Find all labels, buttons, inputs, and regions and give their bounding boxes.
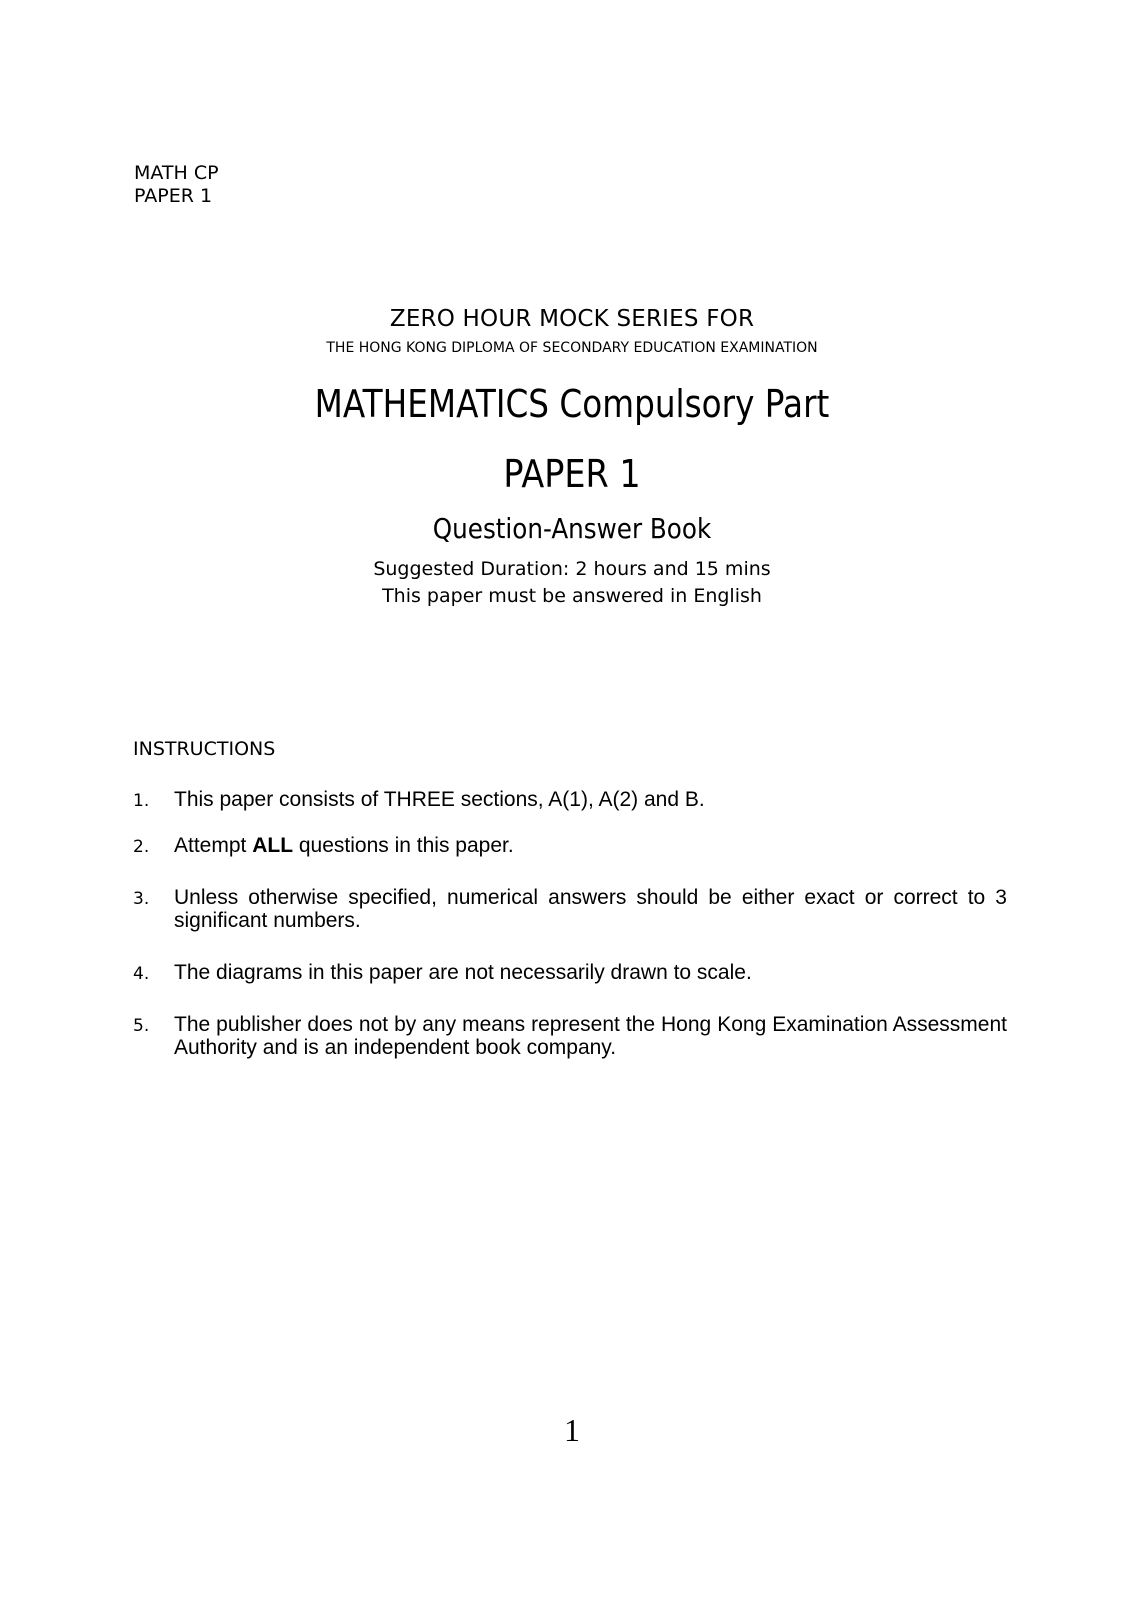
- instruction-number: 4.: [133, 964, 150, 984]
- page-number: 1: [564, 1412, 580, 1448]
- instruction-text: The publisher does not by any means represent the Hong Kong Examination Assessment Authority and is an independent book company.: [174, 1013, 1007, 1059]
- instruction-number: 2.: [133, 837, 150, 857]
- instruction-text: [174, 834, 1007, 857]
- instruction-text-after: questions in this paper.: [293, 834, 514, 857]
- instruction-number: 5.: [133, 1016, 150, 1036]
- book-type: Question-Answer Book: [432, 512, 712, 545]
- instruction-emphasis: ALL: [252, 834, 294, 857]
- instructions-heading: INSTRUCTIONS: [133, 738, 276, 760]
- paper-code: PAPER 1: [134, 185, 213, 207]
- instruction-number: 1.: [133, 791, 150, 811]
- instruction-text: This paper consists of THREE sections, A(1), A(2) and B.: [174, 788, 705, 811]
- paper-title: PAPER 1: [503, 452, 641, 496]
- exam-name: THE HONG KONG DIPLOMA OF SECONDARY EDUCATION EXAMINATION: [326, 340, 818, 356]
- subject-title: MATHEMATICS Compulsory Part: [314, 382, 830, 426]
- language-note: This paper must be answered in English: [382, 585, 762, 607]
- instruction-number: 3.: [133, 889, 150, 909]
- suggested-duration: Suggested Duration: 2 hours and 15 mins: [373, 558, 771, 580]
- corner-header: [134, 162, 219, 208]
- subject-code: MATH CP: [134, 162, 219, 184]
- instruction-text-before: Attempt: [174, 834, 253, 857]
- instruction-text: Unless otherwise specified, numerical answers should be either exact or correct to 3 significant numbers.: [174, 886, 1007, 932]
- series-title: ZERO HOUR MOCK SERIES FOR: [389, 306, 755, 332]
- instruction-text: The diagrams in this paper are not necessarily drawn to scale.: [174, 961, 752, 984]
